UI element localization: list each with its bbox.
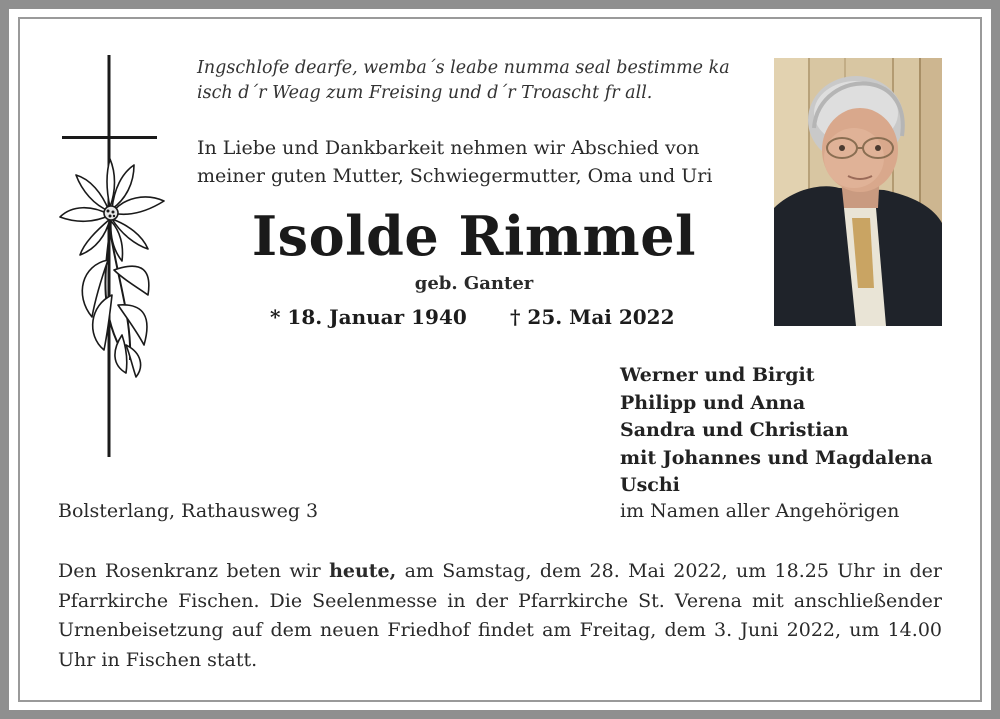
mourner-name: Werner und Birgit: [620, 364, 815, 386]
mourner-name: Uschi: [620, 474, 680, 496]
notice-text-2: am Samstag, dem 28. Mai 2022, um 18.25 Uhr in der Pfarrkirche Fischen. Die Seelenmesse in der Pfarrkirche St. Verena mit anschließender Urnenbeisetzung auf dem neuen Friedhof findet am Freitag, dem 3. Juni 2022, um 14.00 Uhr in Fischen statt.: [58, 560, 942, 671]
mourners-list: [620, 362, 960, 500]
cross-with-edelweiss: [52, 55, 177, 460]
death-date: † 25. Mai 2022: [510, 305, 675, 329]
motto-line-2: isch d´r Weag zum Freising und d´r Troascht fr all.: [197, 83, 653, 103]
mourner-name: mit Johannes und Magdalena: [620, 446, 933, 469]
edelweiss-icon: [60, 159, 164, 377]
service-notice: [58, 557, 942, 675]
motto-line-1: Ingschlofe dearfe, wemba´s leabe numma seal bestimme ka: [197, 58, 730, 78]
notice-text-1: Den Rosenkranz beten wir: [58, 560, 330, 582]
deceased-name: Isolde Rimmel: [251, 204, 697, 268]
notice-emphasis: heute,: [329, 560, 397, 582]
intro-line-2: meiner guten Mutter, Schwiegermutter, Oma und Uri: [197, 165, 713, 187]
intro-line-1: In Liebe und Dankbarkeit nehmen wir Abschied von: [197, 137, 700, 159]
mourner-name: Philipp und Anna: [620, 391, 806, 414]
cross-icon: [52, 55, 177, 460]
address: Bolsterlang, Rathausweg 3: [58, 500, 319, 522]
maiden-name: geb. Ganter: [414, 273, 534, 294]
mourner-name: Sandra und Christian: [620, 419, 849, 441]
intro-text: [197, 134, 767, 190]
portrait-photo: [774, 58, 942, 326]
birth-date: * 18. Januar 1940: [270, 305, 467, 329]
behalf-line: im Namen aller Angehörigen: [620, 500, 900, 522]
motto: [197, 56, 767, 106]
